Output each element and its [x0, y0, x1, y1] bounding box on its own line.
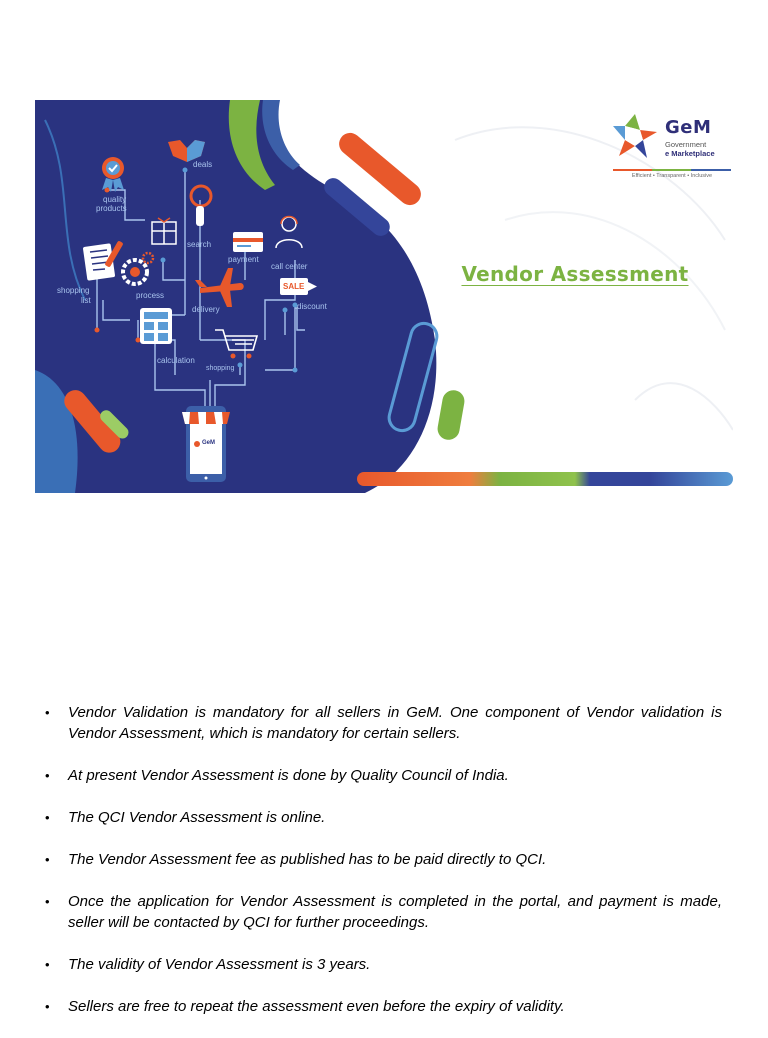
payment-card-icon	[233, 232, 263, 252]
slide-title: Vendor Assessment	[461, 262, 689, 286]
process-label: process	[136, 291, 165, 300]
gem-logo	[613, 112, 731, 182]
bullet-item	[45, 765, 722, 786]
color-stripe	[357, 472, 733, 486]
bullet-item	[45, 891, 722, 933]
bullet-marker: •	[45, 705, 50, 720]
bullet-item	[45, 849, 722, 870]
bullet-text: At present Vendor Assessment is done by Quality Council of India.	[68, 767, 509, 784]
quality-label: quality	[103, 195, 127, 204]
products-label: products	[96, 204, 127, 213]
calculator-icon	[140, 308, 172, 344]
deals-label: deals	[193, 160, 213, 169]
logo-line1: Government	[665, 140, 707, 149]
sale-label: SALE	[283, 282, 305, 291]
bullet-text: Vendor Validation is mandatory for all sellers in GeM. One component of Vendor validation is Vendor Assessment, which is mandatory for certain sellers.	[68, 704, 722, 742]
shopping-cart-label: shopping	[206, 365, 235, 372]
search-label: search	[187, 240, 212, 249]
call-center-label: call center	[271, 262, 308, 271]
discount-label: discount	[297, 302, 327, 311]
bullet-text: The Vendor Assessment fee as published has to be paid directly to QCI.	[68, 851, 547, 868]
logo-tagline: Efficient • Transparent • Inclusive	[631, 173, 713, 179]
bullet-list	[45, 702, 722, 1038]
bullet-marker: •	[45, 957, 50, 972]
bullet-marker: •	[45, 999, 50, 1014]
logo-name: GeM	[665, 117, 712, 138]
calculation-label: calculation	[157, 356, 195, 365]
bullet-text: Sellers are free to repeat the assessment even before the expiry of validity.	[68, 998, 565, 1015]
bullet-marker: •	[45, 852, 50, 867]
bullet-marker: •	[45, 768, 50, 783]
delivery-label: delivery	[192, 305, 220, 314]
bullet-item	[45, 954, 722, 975]
bullet-text: The validity of Vendor Assessment is 3 years.	[68, 956, 371, 973]
shopping-list-label-2: list	[81, 296, 91, 305]
bullet-item	[45, 996, 722, 1017]
title-banner	[35, 100, 733, 493]
bullet-item	[45, 807, 722, 828]
bullet-marker: •	[45, 894, 50, 909]
bullet-text: Once the application for Vendor Assessment is completed in the portal, and payment is made, seller will be contacted by QCI for further proceedings.	[68, 893, 722, 931]
bullet-text: The QCI Vendor Assessment is online.	[68, 809, 326, 826]
logo-rule	[613, 169, 731, 171]
shopping-list-label-1: shopping	[57, 286, 90, 295]
bullet-item	[45, 702, 722, 744]
phone-brand-label: GeM	[202, 440, 216, 446]
bullet-marker: •	[45, 810, 50, 825]
payment-label: payment	[228, 255, 259, 264]
logo-line2: e Marketplace	[665, 149, 715, 158]
gem-star-icon	[613, 112, 661, 162]
